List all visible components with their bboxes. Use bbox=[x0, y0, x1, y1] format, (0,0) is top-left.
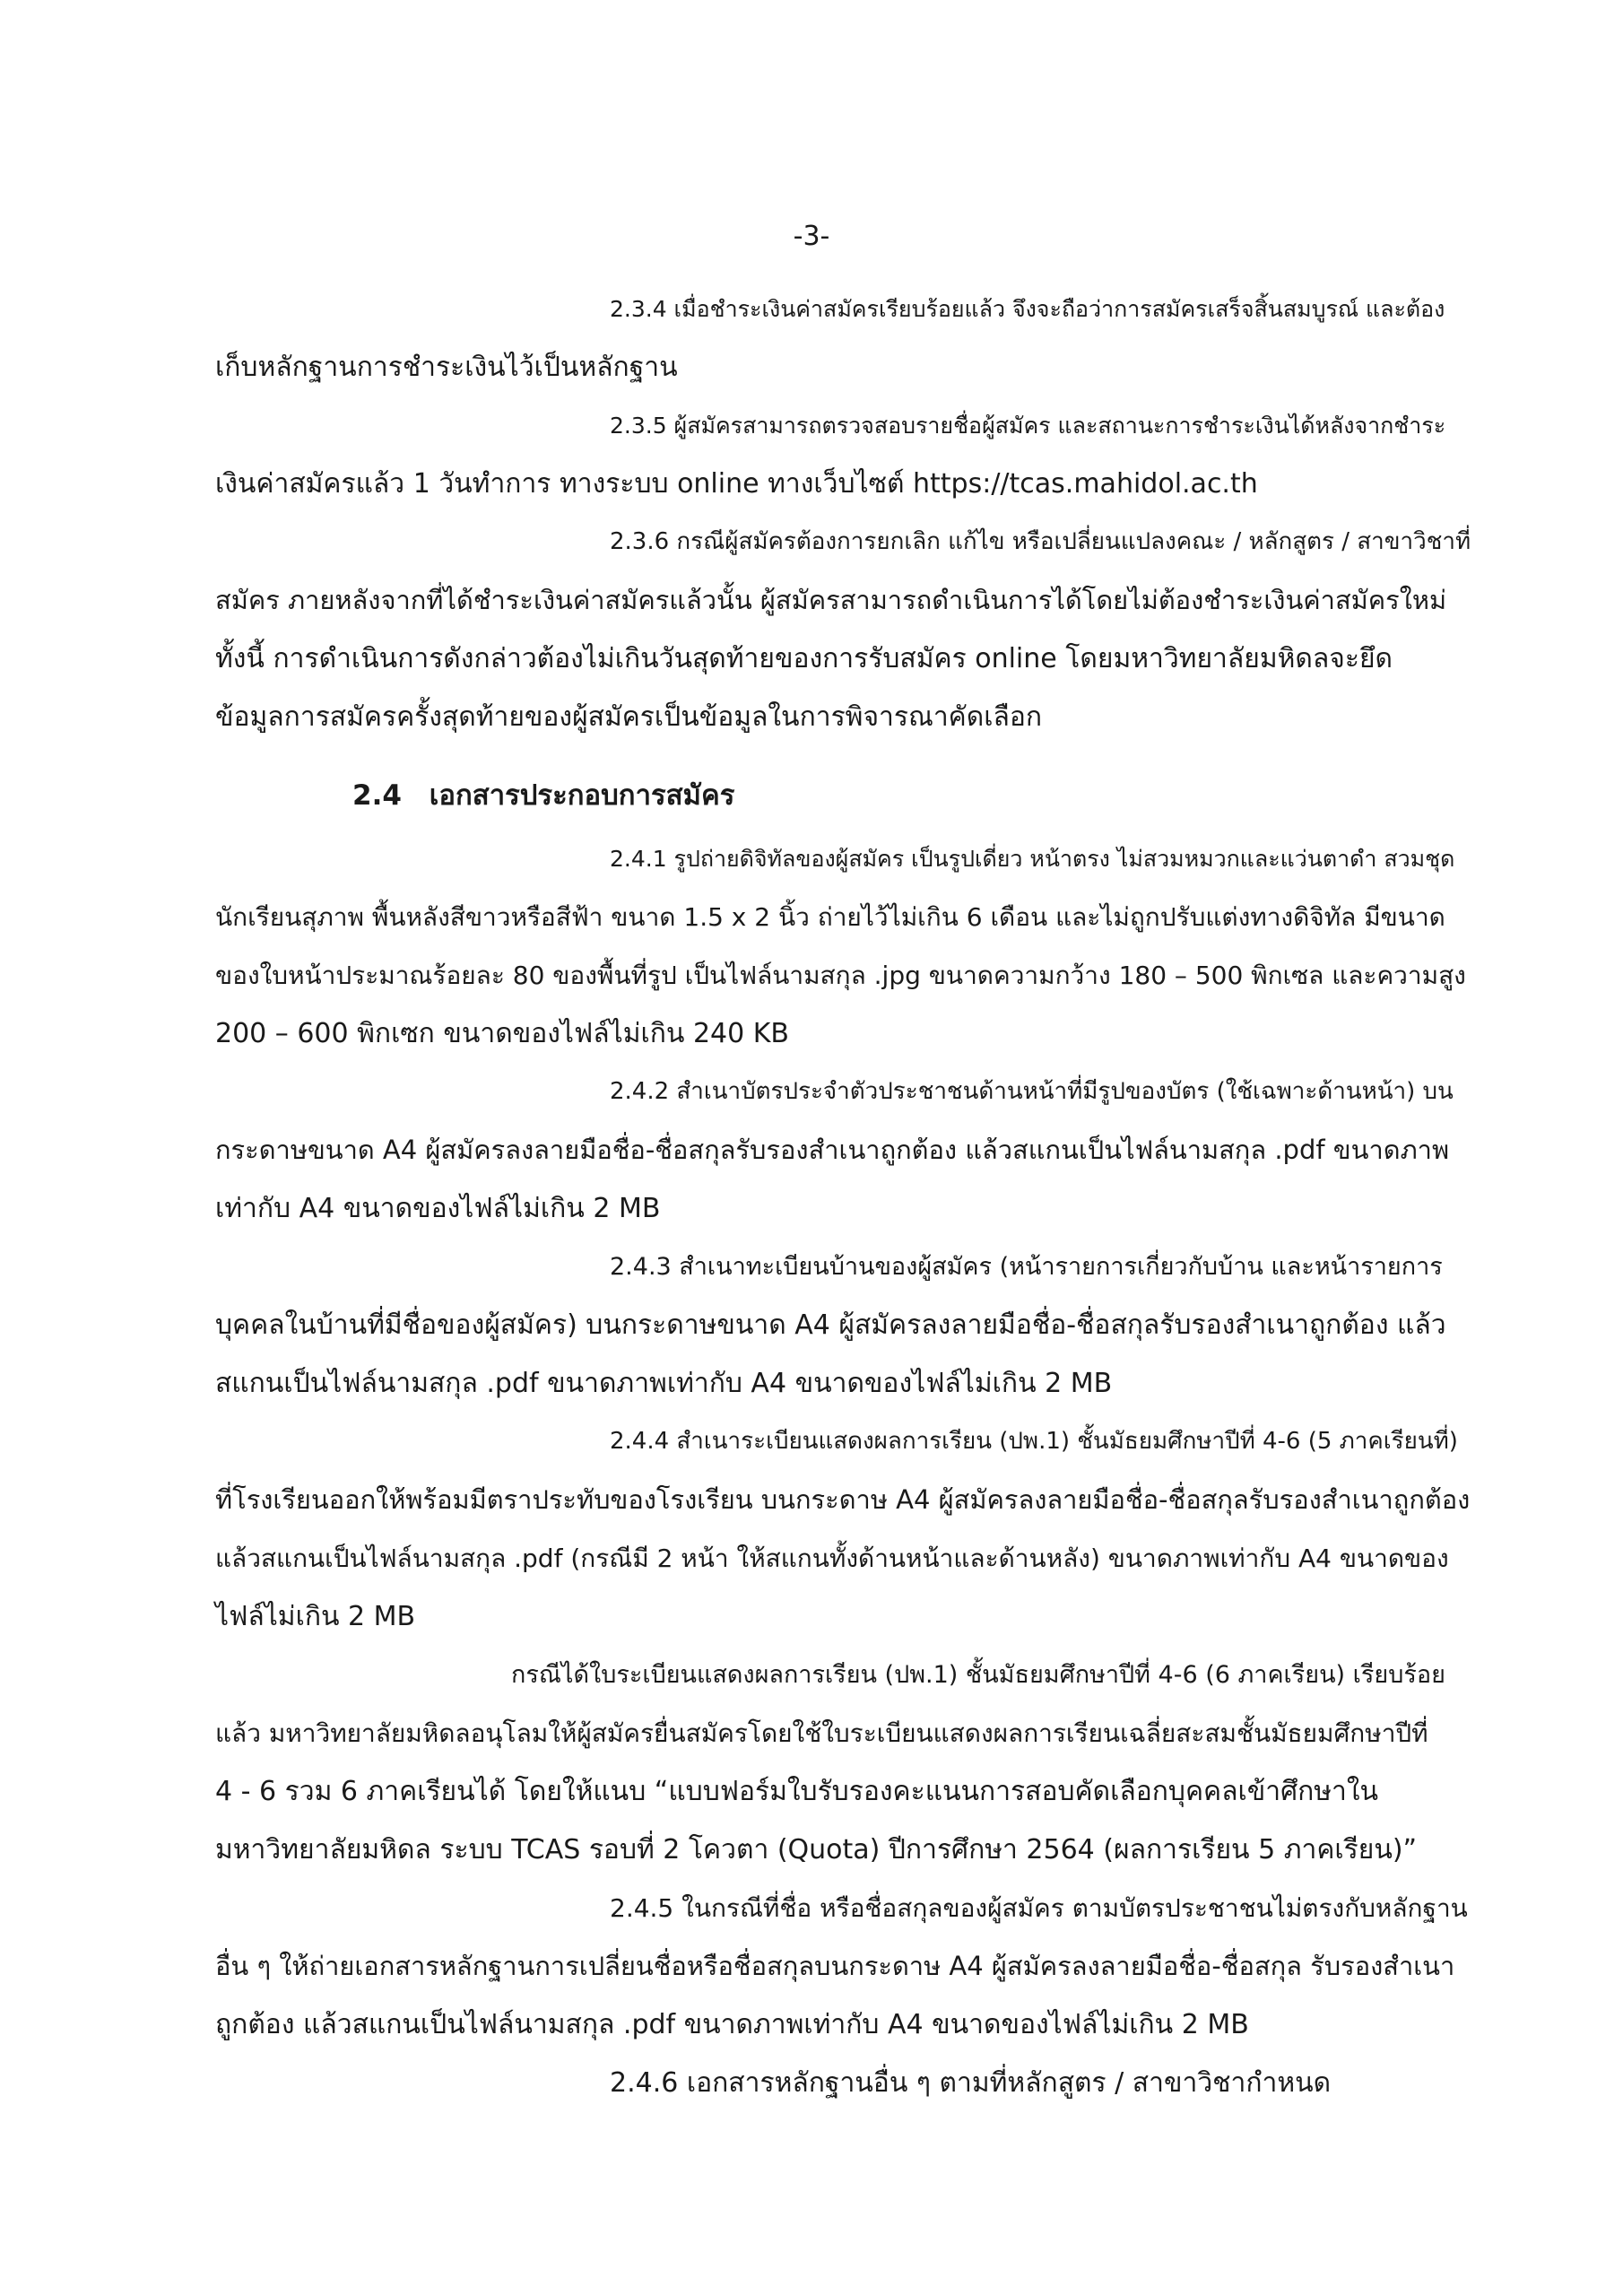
paragraph-2-4-4 bbox=[215, 1413, 1471, 1646]
text-line: 2.4.3 สำเนาทะเบียนบ้านของผู้สมัคร (หน้ารายการเกี่ยวกับบ้าน และหน้ารายการ bbox=[610, 1253, 1443, 1281]
text-line: 2.4.2 สำเนาบัตรประจำตัวประชาชนด้านหน้าที่มีรูปของบัตร (ใช้เฉพาะด้านหน้า) บน bbox=[610, 1078, 1454, 1105]
text-line: แล้วสแกนเป็นไฟล์นามสกุล .pdf (กรณีมี 2 หน้า ให้สแกนทั้งด้านหน้าและด้านหลัง) ขนาดภาพเท่ากับ A4 ขนาดของ bbox=[215, 1544, 1449, 1573]
text-line: นักเรียนสุภาพ พื้นหลังสีขาวหรือสีฟ้า ขนาด 1.5 x 2 นิ้ว ถ่ายไว้ไม่เกิน 6 เดือน และไม่ถูกปรับแต่งทางดิจิทัล มีขนาด bbox=[215, 902, 1445, 932]
text-line: บุคคลในบ้านที่มีชื่อของผู้สมัคร) บนกระดาษขนาด A4 ผู้สมัครลงลายมือชื่อ-ชื่อสกุลรับรองสำเนาถูกต้อง แล้ว bbox=[215, 1309, 1446, 1341]
text-line: 2.4.6 เอกสารหลักฐานอื่น ๆ ตามที่หลักสูตร / สาขาวิชากำหนด bbox=[610, 2067, 1332, 2099]
text-line: เก็บหลักฐานการชำระเงินไว้เป็นหลักฐาน bbox=[215, 352, 678, 383]
paragraph-2-4-1 bbox=[215, 830, 1471, 1063]
text-line: ทั้งนี้ การดำเนินการดังกล่าวต้องไม่เกินวันสุดท้ายของการรับสมัคร online โดยมหาวิทยาลัยมหิดลจะยึด bbox=[215, 643, 1393, 674]
text-line: เท่ากับ A4 ขนาดของไฟล์ไม่เกิน 2 MB bbox=[215, 1193, 661, 1224]
paragraph-2-4-2 bbox=[215, 1063, 1471, 1238]
section-title: เอกสารประกอบการสมัคร bbox=[429, 779, 735, 812]
text-line: 2.3.5 ผู้สมัครสามารถตรวจสอบรายชื่อผู้สมัคร และสถานะการชำระเงินได้หลังจากชำระ bbox=[610, 413, 1446, 439]
text-line: ถูกต้อง แล้วสแกนเป็นไฟล์นามสกุล .pdf ขนาดภาพเท่ากับ A4 ขนาดของไฟล์ไม่เกิน 2 MB bbox=[215, 2009, 1249, 2040]
text-line: อื่น ๆ ให้ถ่ายเอกสารหลักฐานการเปลี่ยนชื่อหรือชื่อสกุลบนกระดาษ A4 ผู้สมัครลงลายมือชื่อ-ชื่อสกุล รับรองสำเนา bbox=[215, 1951, 1455, 1981]
text-line: 2.4.1 รูปถ่ายดิจิทัลของผู้สมัคร เป็นรูปเดี่ยว หน้าตรง ไม่สวมหมวกและแว่นตาดำ สวมชุด bbox=[610, 846, 1455, 872]
text-line: 2.4.5 ในกรณีที่ชื่อ หรือชื่อสกุลของผู้สมัคร ตามบัตรประชาชนไม่ตรงกับหลักฐาน bbox=[610, 1893, 1468, 1923]
section-heading-2-4 bbox=[352, 767, 734, 825]
paragraph-2-3-6 bbox=[215, 513, 1471, 746]
paragraph-2-4-3 bbox=[215, 1238, 1471, 1413]
section-number: 2.4 bbox=[352, 779, 402, 812]
text-line: มหาวิทยาลัยมหิดล ระบบ TCAS รอบที่ 2 โควตา (Quota) ปีการศึกษา 2564 (ผลการเรียน 5 ภาคเรียน)” bbox=[215, 1834, 1418, 1866]
paragraph-2-3-4 bbox=[215, 280, 1471, 396]
text-line: 200 – 600 พิกเซก ขนาดของไฟล์ไม่เกิน 240 KB bbox=[215, 1018, 789, 1049]
text-line: 2.3.6 กรณีผู้สมัครต้องการยกเลิก แก้ไข หรือเปลี่ยนแปลงคณะ / หลักสูตร / สาขาวิชาที่ bbox=[610, 528, 1471, 555]
text-line: เงินค่าสมัครแล้ว 1 วันทำการ ทางระบบ online ทางเว็บไซต์ https://tcas.mahidol.ac.th bbox=[215, 468, 1258, 500]
page-number: -3- bbox=[793, 221, 830, 252]
paragraph-2-4-4-note bbox=[215, 1646, 1471, 1879]
paragraph-2-4-5 bbox=[215, 1879, 1471, 2054]
text-line: สมัคร ภายหลังจากที่ได้ชำระเงินค่าสมัครแล้วนั้น ผู้สมัครสามารถดำเนินการได้โดยไม่ต้องชำระเงินค่าสมัครใหม่ bbox=[215, 585, 1447, 615]
text-line: ไฟล์ไม่เกิน 2 MB bbox=[215, 1601, 416, 1632]
text-line: ของใบหน้าประมาณร้อยละ 80 ของพื้นที่รูป เป็นไฟล์นามสกุล .jpg ขนาดความกว้าง 180 – 500 พิกเซล และความสูง bbox=[215, 961, 1466, 990]
paragraph-2-3-5 bbox=[215, 396, 1471, 513]
text-line: 2.3.4 เมื่อชำระเงินค่าสมัครเรียบร้อยแล้ว จึงจะถือว่าการสมัครเสร็จสิ้นสมบูรณ์ และต้อง bbox=[610, 296, 1445, 322]
text-line: 2.4.4 สำเนาระเบียนแสดงผลการเรียน (ปพ.1) ชั้นมัธยมศึกษาปีที่ 4-6 (5 ภาคเรียนที่) bbox=[610, 1428, 1458, 1455]
paragraph-2-4-6 bbox=[215, 2054, 1471, 2112]
text-line: สแกนเป็นไฟล์นามสกุล .pdf ขนาดภาพเท่ากับ A4 ขนาดของไฟล์ไม่เกิน 2 MB bbox=[215, 1368, 1113, 1399]
text-line: กระดาษขนาด A4 ผู้สมัครลงลายมือชื่อ-ชื่อสกุลรับรองสำเนาถูกต้อง แล้วสแกนเป็นไฟล์นามสกุล .pdf ขนาดภาพ bbox=[215, 1135, 1450, 1165]
text-line: กรณีได้ใบระเบียนแสดงผลการเรียน (ปพ.1) ชั้นมัธยมศึกษาปีที่ 4-6 (6 ภาคเรียน) เรียบร้อย bbox=[511, 1661, 1445, 1689]
text-line: ที่โรงเรียนออกให้พร้อมมีตราประทับของโรงเรียน บนกระดาษ A4 ผู้สมัครลงลายมือชื่อ-ชื่อสกุลรับรองสำเนาถูกต้อง bbox=[215, 1484, 1471, 1515]
text-line: ข้อมูลการสมัครครั้งสุดท้ายของผู้สมัครเป็นข้อมูลในการพิจารณาคัดเลือก bbox=[215, 701, 1043, 733]
text-line: 4 - 6 รวม 6 ภาคเรียนได้ โดยให้แนบ “แบบฟอร์มใบรับรองคะแนนการสอบคัดเลือกบุคคลเข้าศึกษาใน bbox=[215, 1776, 1379, 1807]
text-line: แล้ว มหาวิทยาลัยมหิดลอนุโลมให้ผู้สมัครยื่นสมัครโดยใช้ใบระเบียนแสดงผลการเรียนเฉลี่ยสะสมชั้นมัธยมศึกษาปีที่ bbox=[215, 1718, 1428, 1748]
